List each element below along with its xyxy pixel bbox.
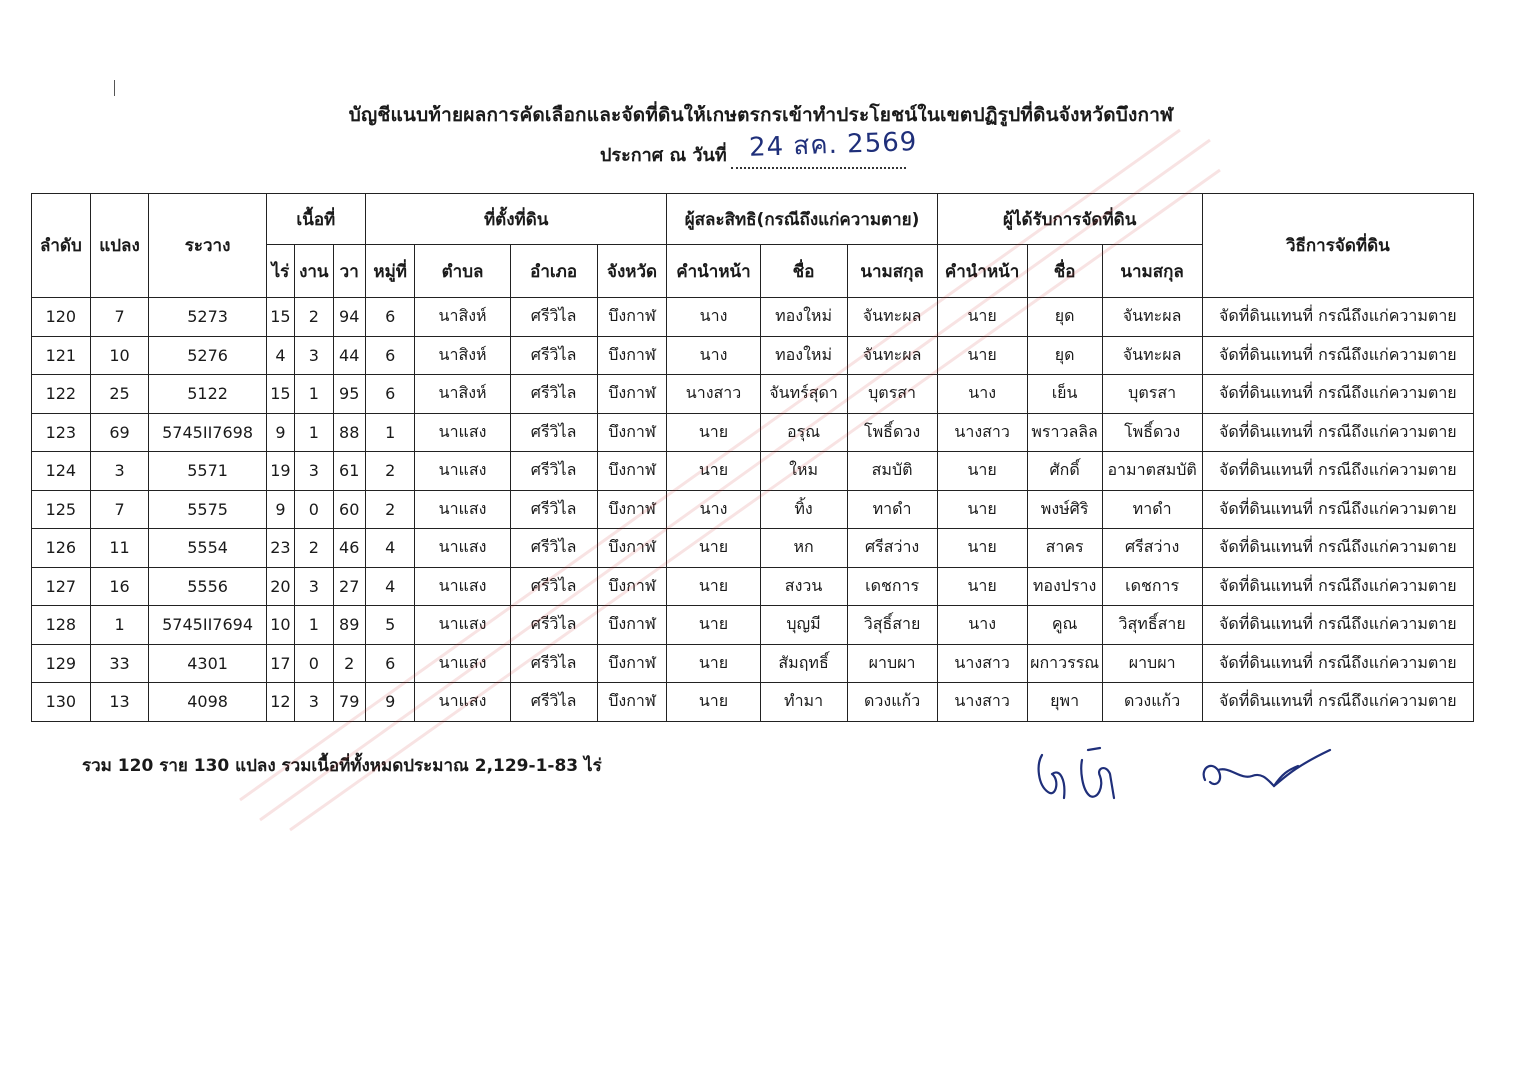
cell-province: บึงกาฬ bbox=[597, 606, 667, 645]
cell-relinquisher-prefix: นาย bbox=[667, 567, 760, 606]
cell-recipient-last-name: ผาบผา bbox=[1102, 644, 1202, 683]
cell-recipient-first-name: พงษ์ศิริ bbox=[1027, 490, 1102, 529]
cell-wa: 44 bbox=[333, 336, 365, 375]
cell-wa: 88 bbox=[333, 413, 365, 452]
cell-rawang: 5554 bbox=[149, 529, 266, 568]
cell-rawang: 5122 bbox=[149, 375, 266, 414]
cell-relinquisher-first-name: จันทร์สุดา bbox=[760, 375, 847, 414]
cell-order: 123 bbox=[32, 413, 91, 452]
cell-method: จัดที่ดินแทนที่ กรณีถึงแก่ความตาย bbox=[1202, 375, 1473, 414]
cell-relinquisher-first-name: ทองใหม่ bbox=[760, 298, 847, 337]
cell-rai: 12 bbox=[266, 683, 294, 722]
cell-wa: 60 bbox=[333, 490, 365, 529]
cell-relinquisher-last-name: สมบัติ bbox=[847, 452, 937, 491]
cell-recipient-first-name: คูณ bbox=[1027, 606, 1102, 645]
cell-rai: 20 bbox=[266, 567, 294, 606]
cell-recipient-last-name: ดวงแก้ว bbox=[1102, 683, 1202, 722]
cell-method: จัดที่ดินแทนที่ กรณีถึงแก่ความตาย bbox=[1202, 336, 1473, 375]
header-relinquisher-last-name: นามสกุล bbox=[847, 245, 937, 298]
cell-relinquisher-last-name: จันทะผล bbox=[847, 298, 937, 337]
cell-wa: 2 bbox=[333, 644, 365, 683]
cell-moo: 6 bbox=[365, 375, 415, 414]
cell-method: จัดที่ดินแทนที่ กรณีถึงแก่ความตาย bbox=[1202, 452, 1473, 491]
cell-rawang: 4301 bbox=[149, 644, 266, 683]
cell-order: 127 bbox=[32, 567, 91, 606]
cell-wa: 89 bbox=[333, 606, 365, 645]
cell-recipient-last-name: โพธิ์ดวง bbox=[1102, 413, 1202, 452]
cell-tambon: นาแสง bbox=[415, 606, 510, 645]
cell-rawang: 4098 bbox=[149, 683, 266, 722]
cell-relinquisher-last-name: เดชการ bbox=[847, 567, 937, 606]
cell-wa: 95 bbox=[333, 375, 365, 414]
date-prefix: ประกาศ ณ วันที่ bbox=[600, 145, 727, 166]
cell-wa: 79 bbox=[333, 683, 365, 722]
cell-recipient-prefix: นางสาว bbox=[937, 644, 1027, 683]
cell-recipient-first-name: สาคร bbox=[1027, 529, 1102, 568]
cell-relinquisher-first-name: สงวน bbox=[760, 567, 847, 606]
cell-plot: 7 bbox=[90, 490, 149, 529]
header-recipient: ผู้ได้รับการจัดที่ดิน bbox=[937, 194, 1202, 245]
cell-relinquisher-prefix: นาย bbox=[667, 606, 760, 645]
cell-recipient-first-name: ผกาวรรณ bbox=[1027, 644, 1102, 683]
header-province: จังหวัด bbox=[597, 245, 667, 298]
cell-method: จัดที่ดินแทนที่ กรณีถึงแก่ความตาย bbox=[1202, 567, 1473, 606]
cell-relinquisher-prefix: นาย bbox=[667, 452, 760, 491]
cell-rawang: 5575 bbox=[149, 490, 266, 529]
cell-moo: 1 bbox=[365, 413, 415, 452]
cell-rai: 10 bbox=[266, 606, 294, 645]
cell-order: 121 bbox=[32, 336, 91, 375]
cell-province: บึงกาฬ bbox=[597, 452, 667, 491]
cell-wa: 27 bbox=[333, 567, 365, 606]
cell-tambon: นาสิงห์ bbox=[415, 375, 510, 414]
stamp-watermark-graphic bbox=[230, 120, 1230, 840]
header-area: เนื้อที่ bbox=[266, 194, 365, 245]
cell-moo: 9 bbox=[365, 683, 415, 722]
cell-moo: 5 bbox=[365, 606, 415, 645]
cell-tambon: นาแสง bbox=[415, 452, 510, 491]
cell-tambon: นาแสง bbox=[415, 413, 510, 452]
cell-ngan: 0 bbox=[295, 490, 333, 529]
cell-rai: 19 bbox=[266, 452, 294, 491]
cell-rai: 15 bbox=[266, 375, 294, 414]
cell-tambon: นาแสง bbox=[415, 567, 510, 606]
cell-province: บึงกาฬ bbox=[597, 298, 667, 337]
cell-rai: 15 bbox=[266, 298, 294, 337]
cell-amphoe: ศรีวิไล bbox=[510, 644, 597, 683]
cell-recipient-last-name: จันทะผล bbox=[1102, 298, 1202, 337]
cell-amphoe: ศรีวิไล bbox=[510, 298, 597, 337]
header-amphoe: อำเภอ bbox=[510, 245, 597, 298]
cell-order: 129 bbox=[32, 644, 91, 683]
cell-relinquisher-first-name: ใหม bbox=[760, 452, 847, 491]
cell-recipient-first-name: ทองปราง bbox=[1027, 567, 1102, 606]
cell-method: จัดที่ดินแทนที่ กรณีถึงแก่ความตาย bbox=[1202, 298, 1473, 337]
header-method: วิธีการจัดที่ดิน bbox=[1202, 194, 1473, 298]
cell-moo: 4 bbox=[365, 529, 415, 568]
header-recipient-last-name: นามสกุล bbox=[1102, 245, 1202, 298]
cell-amphoe: ศรีวิไล bbox=[510, 336, 597, 375]
cell-tambon: นาแสง bbox=[415, 529, 510, 568]
cell-order: 126 bbox=[32, 529, 91, 568]
cell-method: จัดที่ดินแทนที่ กรณีถึงแก่ความตาย bbox=[1202, 683, 1473, 722]
cell-plot: 25 bbox=[90, 375, 149, 414]
header-rai: ไร่ bbox=[266, 245, 294, 298]
cell-moo: 4 bbox=[365, 567, 415, 606]
cell-rai: 9 bbox=[266, 490, 294, 529]
cell-recipient-prefix: นาย bbox=[937, 298, 1027, 337]
cell-plot: 1 bbox=[90, 606, 149, 645]
cell-relinquisher-last-name: ทาดำ bbox=[847, 490, 937, 529]
cell-rai: 17 bbox=[266, 644, 294, 683]
cell-order: 125 bbox=[32, 490, 91, 529]
cell-method: จัดที่ดินแทนที่ กรณีถึงแก่ความตาย bbox=[1202, 529, 1473, 568]
cell-rawang: 5273 bbox=[149, 298, 266, 337]
cell-relinquisher-last-name: ผาบผา bbox=[847, 644, 937, 683]
cell-recipient-last-name: ศรีสว่าง bbox=[1102, 529, 1202, 568]
cell-wa: 46 bbox=[333, 529, 365, 568]
cell-tambon: นาแสง bbox=[415, 683, 510, 722]
cell-province: บึงกาฬ bbox=[597, 490, 667, 529]
cell-recipient-prefix: นาง bbox=[937, 375, 1027, 414]
cell-recipient-prefix: นาย bbox=[937, 567, 1027, 606]
signature-graphic bbox=[1030, 740, 1350, 810]
cell-relinquisher-first-name: ทองใหม่ bbox=[760, 336, 847, 375]
cell-rawang: 5276 bbox=[149, 336, 266, 375]
cell-tambon: นาสิงห์ bbox=[415, 336, 510, 375]
cell-amphoe: ศรีวิไล bbox=[510, 606, 597, 645]
cell-province: บึงกาฬ bbox=[597, 567, 667, 606]
header-relinquisher-prefix: คำนำหน้า bbox=[667, 245, 760, 298]
cell-ngan: 2 bbox=[295, 529, 333, 568]
cell-relinquisher-last-name: ศรีสว่าง bbox=[847, 529, 937, 568]
cell-ngan: 2 bbox=[295, 298, 333, 337]
cell-province: บึงกาฬ bbox=[597, 644, 667, 683]
cell-plot: 10 bbox=[90, 336, 149, 375]
cell-plot: 3 bbox=[90, 452, 149, 491]
header-order: ลำดับ bbox=[32, 194, 91, 298]
cell-tambon: นาแสง bbox=[415, 490, 510, 529]
cell-plot: 7 bbox=[90, 298, 149, 337]
header-recipient-first-name: ชื่อ bbox=[1027, 245, 1102, 298]
cell-recipient-prefix: นางสาว bbox=[937, 413, 1027, 452]
cell-amphoe: ศรีวิไล bbox=[510, 375, 597, 414]
cell-order: 128 bbox=[32, 606, 91, 645]
cell-recipient-last-name: เดชการ bbox=[1102, 567, 1202, 606]
cell-method: จัดที่ดินแทนที่ กรณีถึงแก่ความตาย bbox=[1202, 644, 1473, 683]
cell-ngan: 3 bbox=[295, 452, 333, 491]
cell-recipient-first-name: ยุพา bbox=[1027, 683, 1102, 722]
cell-ngan: 3 bbox=[295, 336, 333, 375]
cell-province: บึงกาฬ bbox=[597, 336, 667, 375]
cell-amphoe: ศรีวิไล bbox=[510, 683, 597, 722]
cell-relinquisher-first-name: สัมฤทธิ์ bbox=[760, 644, 847, 683]
header-moo: หมู่ที่ bbox=[365, 245, 415, 298]
cell-recipient-first-name: ยุด bbox=[1027, 336, 1102, 375]
cell-order: 122 bbox=[32, 375, 91, 414]
cell-rawang: 5556 bbox=[149, 567, 266, 606]
cell-relinquisher-last-name: บุตรสา bbox=[847, 375, 937, 414]
cell-amphoe: ศรีวิไล bbox=[510, 490, 597, 529]
cell-relinquisher-prefix: นาย bbox=[667, 644, 760, 683]
cell-recipient-prefix: นางสาว bbox=[937, 683, 1027, 722]
cell-plot: 16 bbox=[90, 567, 149, 606]
cell-plot: 11 bbox=[90, 529, 149, 568]
cell-recipient-last-name: อามาตสมบัติ bbox=[1102, 452, 1202, 491]
cell-plot: 69 bbox=[90, 413, 149, 452]
cell-ngan: 1 bbox=[295, 413, 333, 452]
cell-moo: 6 bbox=[365, 644, 415, 683]
cell-rai: 23 bbox=[266, 529, 294, 568]
cell-recipient-first-name: ยุด bbox=[1027, 298, 1102, 337]
cell-recipient-first-name: ศักดิ์ bbox=[1027, 452, 1102, 491]
header-plot: แปลง bbox=[90, 194, 149, 298]
cell-moo: 2 bbox=[365, 490, 415, 529]
margin-mark bbox=[114, 80, 115, 96]
cell-ngan: 3 bbox=[295, 567, 333, 606]
cell-province: บึงกาฬ bbox=[597, 529, 667, 568]
cell-tambon: นาแสง bbox=[415, 644, 510, 683]
cell-order: 130 bbox=[32, 683, 91, 722]
cell-rai: 4 bbox=[266, 336, 294, 375]
handwritten-date: 24 สค. 2569 bbox=[748, 127, 918, 163]
cell-province: บึงกาฬ bbox=[597, 375, 667, 414]
cell-relinquisher-first-name: ทำมา bbox=[760, 683, 847, 722]
header-tambon: ตำบล bbox=[415, 245, 510, 298]
cell-relinquisher-first-name: ทิ้ง bbox=[760, 490, 847, 529]
cell-relinquisher-prefix: นาง bbox=[667, 336, 760, 375]
cell-recipient-first-name: เย็น bbox=[1027, 375, 1102, 414]
cell-recipient-last-name: บุตรสา bbox=[1102, 375, 1202, 414]
cell-recipient-last-name: ทาดำ bbox=[1102, 490, 1202, 529]
cell-method: จัดที่ดินแทนที่ กรณีถึงแก่ความตาย bbox=[1202, 606, 1473, 645]
cell-relinquisher-prefix: นาง bbox=[667, 490, 760, 529]
cell-relinquisher-prefix: นาย bbox=[667, 529, 760, 568]
cell-province: บึงกาฬ bbox=[597, 683, 667, 722]
cell-moo: 6 bbox=[365, 298, 415, 337]
cell-recipient-prefix: นาย bbox=[937, 490, 1027, 529]
cell-amphoe: ศรีวิไล bbox=[510, 413, 597, 452]
cell-plot: 33 bbox=[90, 644, 149, 683]
cell-relinquisher-last-name: โพธิ์ดวง bbox=[847, 413, 937, 452]
cell-ngan: 0 bbox=[295, 644, 333, 683]
cell-moo: 2 bbox=[365, 452, 415, 491]
cell-method: จัดที่ดินแทนที่ กรณีถึงแก่ความตาย bbox=[1202, 413, 1473, 452]
cell-plot: 13 bbox=[90, 683, 149, 722]
header-relinquisher: ผู้สละสิทธิ(กรณีถึงแก่ความตาย) bbox=[667, 194, 937, 245]
cell-relinquisher-last-name: ดวงแก้ว bbox=[847, 683, 937, 722]
cell-rawang: 5571 bbox=[149, 452, 266, 491]
cell-recipient-prefix: นาง bbox=[937, 606, 1027, 645]
cell-rawang: 5745II7694 bbox=[149, 606, 266, 645]
cell-relinquisher-prefix: นาง bbox=[667, 298, 760, 337]
cell-recipient-prefix: นาย bbox=[937, 336, 1027, 375]
cell-method: จัดที่ดินแทนที่ กรณีถึงแก่ความตาย bbox=[1202, 490, 1473, 529]
cell-amphoe: ศรีวิไล bbox=[510, 567, 597, 606]
cell-relinquisher-first-name: บุญมี bbox=[760, 606, 847, 645]
cell-relinquisher-last-name: วิสุธิ์สาย bbox=[847, 606, 937, 645]
cell-recipient-first-name: พราวลลิล bbox=[1027, 413, 1102, 452]
cell-relinquisher-prefix: นางสาว bbox=[667, 375, 760, 414]
header-rawang: ระวาง bbox=[149, 194, 266, 298]
cell-rawang: 5745II7698 bbox=[149, 413, 266, 452]
cell-recipient-prefix: นาย bbox=[937, 529, 1027, 568]
cell-amphoe: ศรีวิไล bbox=[510, 529, 597, 568]
cell-recipient-prefix: นาย bbox=[937, 452, 1027, 491]
cell-recipient-last-name: จันทะผล bbox=[1102, 336, 1202, 375]
cell-order: 120 bbox=[32, 298, 91, 337]
cell-ngan: 3 bbox=[295, 683, 333, 722]
cell-moo: 6 bbox=[365, 336, 415, 375]
summary-line: รวม 120 ราย 130 แปลง รวมเนื้อที่ทั้งหมดประมาณ 2,129-1-83 ไร่ bbox=[82, 756, 602, 776]
cell-rai: 9 bbox=[266, 413, 294, 452]
header-location: ที่ตั้งที่ดิน bbox=[365, 194, 667, 245]
header-recipient-prefix: คำนำหน้า bbox=[937, 245, 1027, 298]
cell-wa: 61 bbox=[333, 452, 365, 491]
cell-amphoe: ศรีวิไล bbox=[510, 452, 597, 491]
cell-relinquisher-prefix: นาย bbox=[667, 683, 760, 722]
header-relinquisher-first-name: ชื่อ bbox=[760, 245, 847, 298]
document-title: บัญชีแนบท้ายผลการคัดเลือกและจัดที่ดินให้เกษตรกรเข้าทำประโยชน์ในเขตปฏิรูปที่ดินจังหวัดบึงกาฬ bbox=[348, 104, 1174, 126]
cell-tambon: นาสิงห์ bbox=[415, 298, 510, 337]
cell-relinquisher-first-name: อรุณ bbox=[760, 413, 847, 452]
header-ngan: งาน bbox=[295, 245, 333, 298]
cell-order: 124 bbox=[32, 452, 91, 491]
cell-province: บึงกาฬ bbox=[597, 413, 667, 452]
cell-wa: 94 bbox=[333, 298, 365, 337]
cell-ngan: 1 bbox=[295, 606, 333, 645]
cell-recipient-last-name: วิสุทธิ์สาย bbox=[1102, 606, 1202, 645]
cell-relinquisher-prefix: นาย bbox=[667, 413, 760, 452]
cell-relinquisher-first-name: หก bbox=[760, 529, 847, 568]
cell-relinquisher-last-name: จันทะผล bbox=[847, 336, 937, 375]
cell-ngan: 1 bbox=[295, 375, 333, 414]
header-wa: วา bbox=[333, 245, 365, 298]
